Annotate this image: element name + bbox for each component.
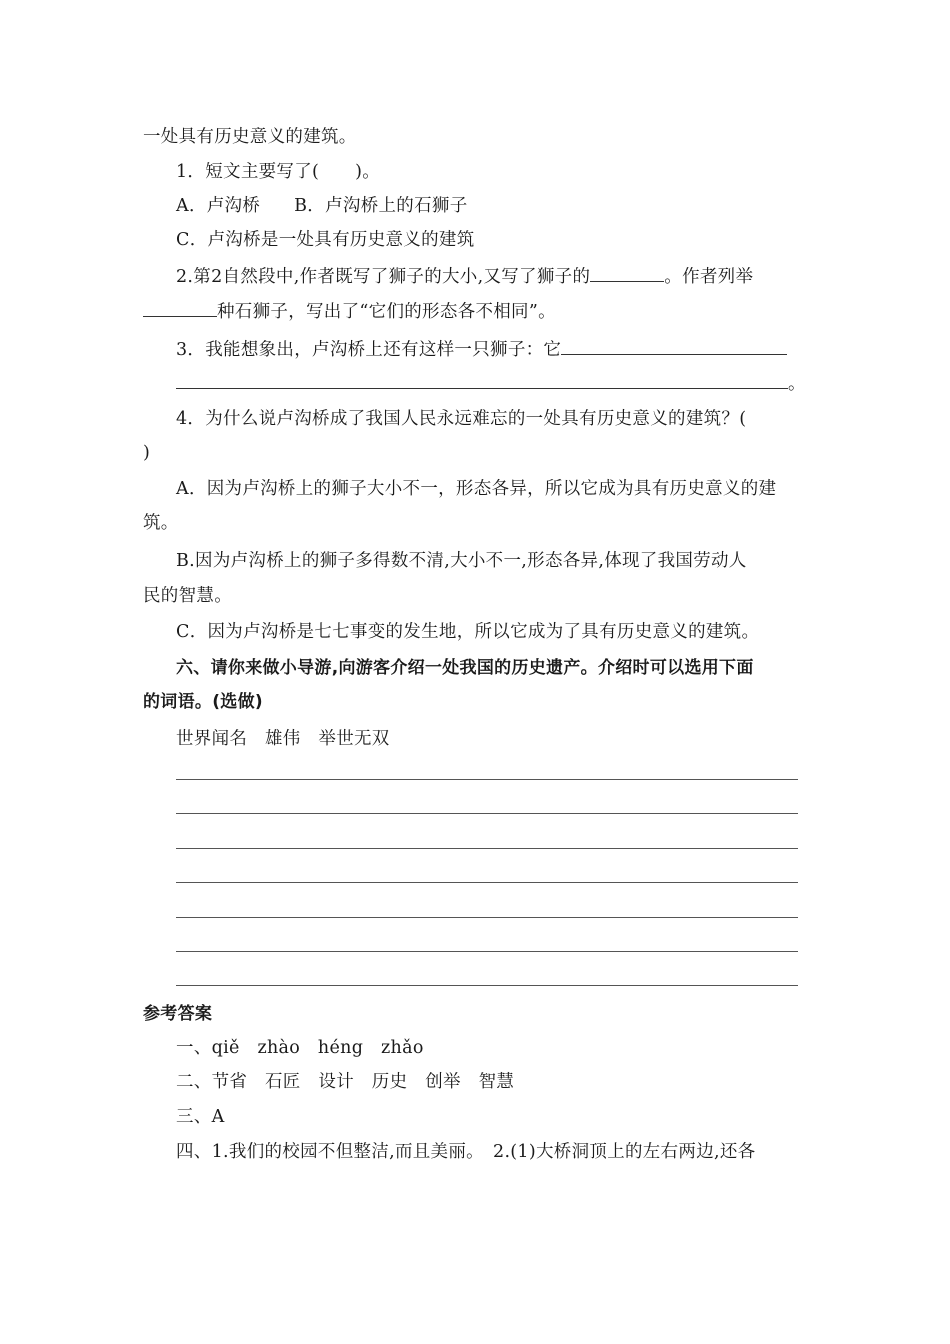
- section-6-title-line-1: 六、请你来做小导游,向游客介绍一处我国的历史遗产。介绍时可以选用下面: [176, 658, 754, 678]
- option-4b-line-1: B.因为卢沟桥上的狮子多得数不清,大小不一,形态各异,体现了我国劳动人: [176, 551, 747, 571]
- writing-line-6[interactable]: [176, 951, 798, 952]
- option-4b-line-2: 民的智慧。: [143, 586, 232, 606]
- passage-tail: 一处具有历史意义的建筑。: [143, 127, 357, 147]
- answer-section-1: 一、qiě zhào héng zhǎo: [176, 1038, 424, 1058]
- answer-blank-2a[interactable]: [590, 263, 664, 282]
- question-1-close: )。: [355, 162, 381, 182]
- question-4-close: ): [143, 443, 151, 463]
- option-4a-line-2: 筑。: [143, 513, 179, 533]
- answer-blank-3a[interactable]: [561, 336, 787, 355]
- question-3-line-2: [176, 370, 806, 396]
- answer-section-3: 三、A: [176, 1107, 225, 1127]
- question-2-line-2: [143, 298, 556, 324]
- writing-line-5[interactable]: [176, 917, 798, 918]
- question-1: [176, 160, 380, 184]
- section-6-word-list: 世界闻名 雄伟 举世无双: [176, 729, 390, 749]
- question-3-end: 。: [788, 374, 806, 394]
- option-4a-line-1: A．因为卢沟桥上的狮子大小不一，形态各异，所以它成为具有历史意义的建: [176, 479, 777, 499]
- question-3-line-1: [176, 336, 787, 362]
- question-2-line-1: [176, 263, 753, 289]
- option-1b: B．卢沟桥上的石狮子: [294, 196, 468, 216]
- question-2-part-2: 。作者列举: [664, 267, 754, 287]
- writing-line-1[interactable]: [176, 779, 798, 780]
- answers-heading: 参考答案: [143, 1004, 213, 1024]
- answer-section-2: 二、节省 石匠 设计 历史 创举 智慧: [176, 1072, 515, 1092]
- section-6-title-line-2: 的词语。(选做): [143, 692, 263, 712]
- writing-line-7[interactable]: [176, 985, 798, 986]
- option-4c: C．因为卢沟桥是七七事变的发生地，所以它成为了具有历史意义的建筑。: [176, 622, 760, 642]
- question-4-stem: 4．为什么说卢沟桥成了我国人民永远难忘的一处具有历史意义的建筑？(: [176, 409, 747, 429]
- writing-line-2[interactable]: [176, 813, 798, 814]
- answer-blank-3b[interactable]: [176, 370, 788, 389]
- question-1-stem: 1．短文主要写了(: [176, 162, 320, 182]
- question-2-part-1: 2.第2自然段中,作者既写了狮子的大小,又写了狮子的: [176, 267, 591, 287]
- question-1-options-ab: [176, 194, 468, 218]
- question-2-part-3: 种石狮子，写出了“它们的形态各不相同”。: [217, 302, 556, 322]
- question-3-stem: 3．我能想象出，卢沟桥上还有这样一只狮子：它: [176, 340, 562, 360]
- writing-line-4[interactable]: [176, 882, 798, 883]
- writing-line-3[interactable]: [176, 848, 798, 849]
- answer-section-4: 四、1.我们的校园不但整洁,而且美丽。 2.(1)大桥洞顶上的左右两边,还各: [176, 1142, 756, 1162]
- option-1c: C．卢沟桥是一处具有历史意义的建筑: [176, 230, 475, 250]
- answer-blank-2b[interactable]: [143, 298, 217, 317]
- option-1a: A．卢沟桥: [176, 196, 261, 216]
